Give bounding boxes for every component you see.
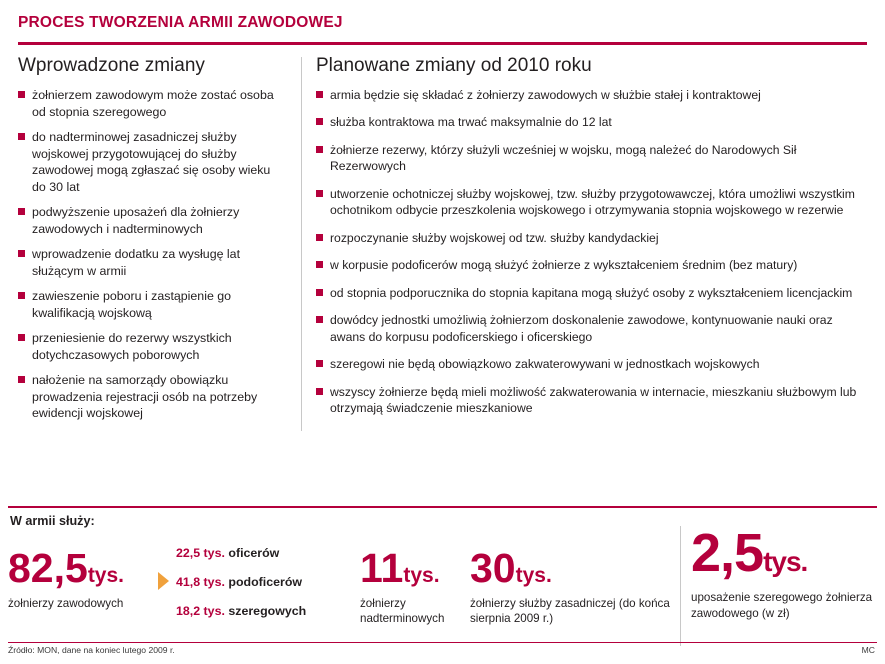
list-item [18, 246, 287, 279]
breakdown-label: szeregowych [228, 604, 307, 618]
list-item-text: nałożenie na samorządy obowiązku prowadzenia rejestracji osób na potrzeby ewidencji wojskowej [32, 373, 258, 420]
list-item [18, 129, 287, 195]
bullet-square-icon [18, 133, 25, 140]
list-item [316, 87, 867, 103]
breakdown-value: 41,8 tys. [176, 575, 225, 589]
bullet-square-icon [18, 292, 25, 299]
bullet-square-icon [316, 360, 323, 367]
stat-total-number: 82,5 [8, 545, 88, 591]
breakdown-value: 22,5 tys. [176, 546, 225, 560]
source-note: Źródło: MON, dane na koniec lutego 2009 r. [8, 645, 175, 655]
bullet-square-icon [316, 118, 323, 125]
breakdown-label: podoficerów [228, 575, 303, 589]
breakdown-value: 18,2 tys. [176, 604, 225, 618]
list-item-text: żołnierzem zawodowym może zostać osoba od stopnia szeregowego [32, 88, 274, 119]
list-item [316, 384, 867, 417]
list-item-text: żołnierze rezerwy, którzy służyli wcześniej w wojsku, mogą należeć do Narodowych Sił Rezerwowych [330, 142, 797, 174]
bullet-square-icon [18, 334, 25, 341]
bullet-square-icon [316, 388, 323, 395]
stat-total-unit: tys. [87, 564, 124, 587]
list-item-text: rozpoczynanie służby wojskowej od tzw. służby kandydackiej [330, 230, 659, 245]
list-item [18, 87, 287, 120]
stat-breakdown-list [176, 546, 346, 633]
page-title: PROCES TWORZENIA ARMII ZAWODOWEJ [18, 14, 343, 31]
stat-basic-service [470, 545, 675, 626]
list-item-text: szeregowi nie będą obowiązkowo zakwaterowywani w jednostkach wojskowych [330, 357, 760, 372]
list-item [176, 575, 346, 589]
breakdown-label: oficerów [228, 546, 280, 560]
list-item-text: zawieszenie poboru i zastąpienie go kwalifikacją wojskową [32, 289, 232, 320]
author-credit: MC [861, 645, 875, 655]
bullet-square-icon [316, 261, 323, 268]
list-item-text: armia będzie się składać z żołnierzy zawodowych w służbie stałej i kontraktowej [330, 88, 761, 102]
list-item-text: służba kontraktowa ma trwać maksymalnie do 12 lat [330, 115, 612, 130]
stats-section [8, 508, 877, 638]
bullet-square-icon [316, 146, 323, 153]
list-item [176, 546, 346, 560]
bullet-square-icon [18, 91, 25, 98]
stat-total-soldiers [8, 545, 163, 611]
list-item [316, 230, 867, 246]
bullet-square-icon [18, 376, 25, 383]
right-column-heading: Planowane zmiany od 2010 roku [316, 55, 592, 76]
bullet-square-icon [316, 234, 323, 241]
list-item [316, 142, 867, 175]
list-item-text: wprowadzenie dodatku za wysługę lat służącym w armii [32, 247, 241, 278]
bullet-square-icon [316, 316, 323, 323]
stat-salary-value [691, 523, 875, 583]
list-item [316, 285, 867, 301]
stats-section-label: W armii służy: [10, 514, 95, 528]
bullet-square-icon [316, 91, 323, 98]
right-column-list [316, 87, 867, 417]
list-item [316, 356, 867, 372]
arrow-right-icon [158, 572, 169, 590]
content-columns [18, 55, 867, 431]
stat-extended-unit: tys. [403, 564, 440, 587]
stats-row [8, 523, 877, 638]
list-item [176, 604, 346, 618]
stat-basic-value [470, 545, 675, 591]
list-item [18, 288, 287, 321]
stat-basic-number: 30 [470, 545, 516, 591]
header-rule [18, 42, 867, 45]
stat-salary-number: 2,5 [691, 523, 764, 583]
stat-total-caption: żołnierzy zawodowych [8, 597, 124, 610]
list-item [18, 330, 287, 363]
stat-salary-highlight [680, 523, 875, 646]
list-item [316, 312, 867, 345]
list-item-text: do nadterminowej zasadniczej służby wojskowej przygotowującej do służby zawodowej mogą zgłaszać się osoby wieku do 30 lat [32, 130, 271, 194]
list-item-text: utworzenie ochotniczej służby wojskowej, tzw. służby przygotowawczej, która umożliwi wszystkim ochotnikom odbycie przeszkolenia wojskowego i otrzymywania stopnia wojskowego w rezerwie [330, 186, 855, 218]
list-item [18, 204, 287, 237]
bullet-square-icon [316, 289, 323, 296]
bullet-square-icon [18, 250, 25, 257]
stat-extended-service [360, 545, 470, 626]
left-column [18, 55, 301, 431]
list-item [18, 372, 287, 422]
footer-rule [8, 642, 877, 643]
list-item [316, 114, 867, 130]
list-item-text: od stopnia podporucznika do stopnia kapitana mogą służyć osoby z wykształceniem licencjackim [330, 285, 853, 300]
right-column [302, 55, 867, 431]
left-column-heading: Wprowadzone zmiany [18, 55, 205, 76]
list-item-text: w korpusie podoficerów mogą służyć żołnierze z wykształceniem średnim (bez matury) [330, 258, 798, 273]
list-item-text: dowódcy jednostki umożliwią żołnierzom doskonalenie zawodowe, kontynuowanie nauki oraz awans do korpusu podoficerskiego i oficerskiego [330, 313, 833, 344]
header [10, 0, 875, 38]
list-item [316, 257, 867, 273]
bullet-square-icon [316, 190, 323, 197]
stat-basic-unit: tys. [515, 564, 552, 587]
list-item [316, 186, 867, 219]
stat-salary-caption: uposażenie szeregowego żołnierza zawodowego (w zł) [691, 591, 873, 620]
stat-extended-value [360, 545, 470, 591]
stat-basic-caption: żołnierzy służby zasadniczej (do końca sierpnia 2009 r.) [470, 597, 670, 626]
stat-salary-unit: tys. [763, 546, 808, 577]
bullet-square-icon [18, 208, 25, 215]
list-item-text: wszyscy żołnierze będą mieli możliwość zakwaterowania w internacie, mieszkaniu służbowym lub otrzymają świadczenie mieszkaniowe [330, 384, 857, 416]
list-item-text: podwyższenie uposażeń dla żołnierzy zawodowych i nadterminowych [32, 205, 240, 236]
list-item-text: przeniesienie do rezerwy wszystkich dotychczasowych poborowych [32, 331, 232, 362]
stat-total-value [8, 545, 163, 591]
stat-extended-number: 11 [360, 545, 404, 591]
stat-extended-caption: żołnierzy nadterminowych [360, 597, 445, 626]
left-column-list [18, 87, 287, 422]
